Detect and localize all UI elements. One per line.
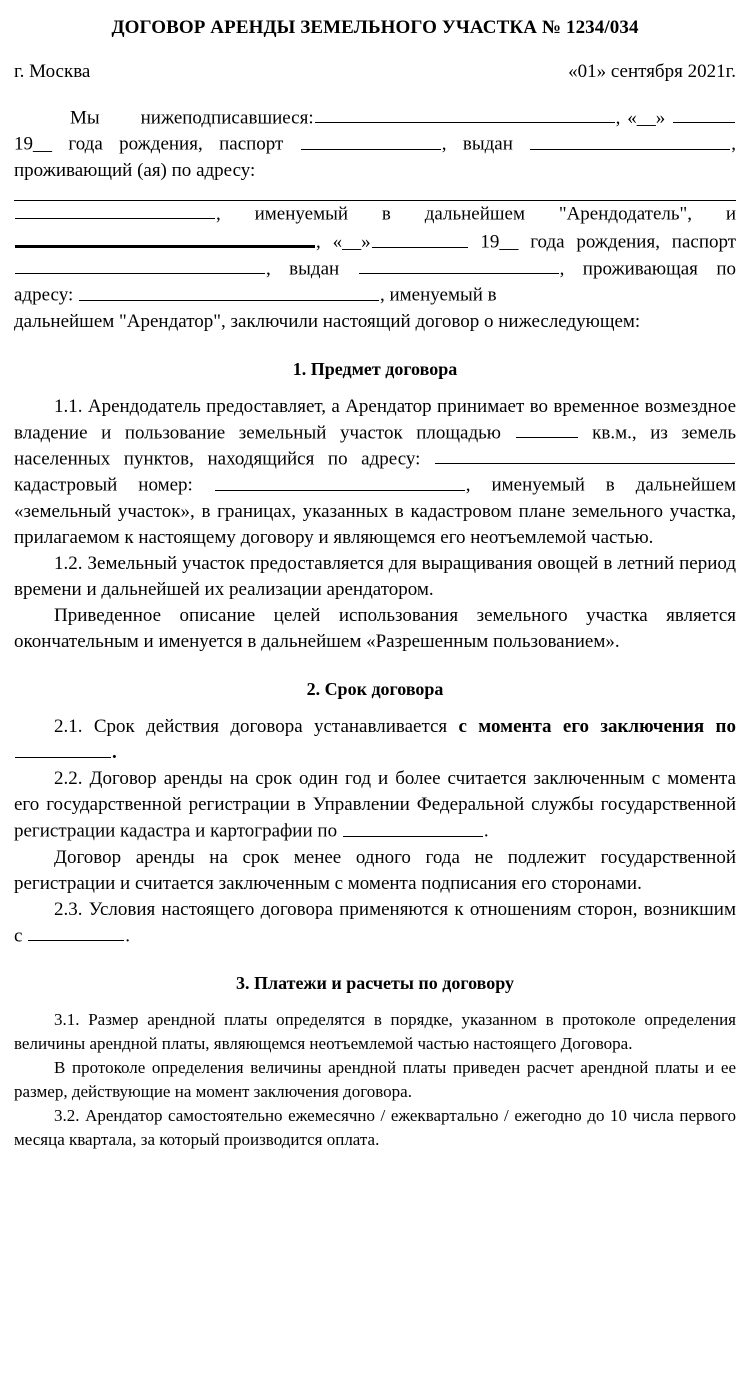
preamble-in-word-2: в [487,284,497,306]
preamble-address-line [14,184,736,201]
preamble-birth-word-2: рождения, [576,231,660,253]
preamble-comma-6: , [379,284,385,306]
preamble-year-prefix: 19__ [14,133,52,155]
clause-2-1-bold-text: с момента его заключения по [458,715,736,737]
blank-party2-passport[interactable] [15,256,265,274]
preamble-comma-5: , [559,258,565,280]
clause-1-1-text-c: кадастровый номер: [14,474,193,496]
preamble-named-word-2: именуемый [389,284,483,306]
blank-party1-passport[interactable] [301,131,441,149]
section-2-heading: 2. Срок договора [306,678,444,699]
clause-1-3-permitted-use: Приведенное описание целей использования земельного участка является окончательным и именуется в дальнейшем «Разрешенным пользованием». [14,604,736,652]
preamble-text-undersigned: нижеподписавшиеся: [140,107,314,129]
clause-1-1-text-d: , именуемый в дальнейшем «земельный участок», в границах, указанных в кадастровом плане земельного участка, прилагаемом к настоящему договору и являющемся его неотъемлемой частью. [14,474,736,548]
clause-2-2 [14,766,736,844]
preamble-year-word-2: года [530,231,565,253]
preamble-year-prefix-2: 19__ [480,231,519,253]
preamble-at-word: по [171,159,192,181]
place-of-signing: г. Москва [14,60,91,82]
preamble-closing-line: дальнейшем "Арендатор", заключили настоящий договор о нижеследующем: [14,310,641,332]
clause-1-1-text-a: 1.1. Арендодатель предоставляет, а Арендатор принимает во временное возмездное владение и пользование земельный участок площадью [14,395,736,443]
preamble-at-word-2: по [716,258,737,280]
preamble-issued-by: , выдан [441,133,513,155]
date-of-signing: «01» сентября 2021г. [568,60,736,82]
clause-2-1-period: . [112,742,117,764]
blank-plot-area[interactable] [516,420,578,438]
blank-party2-name[interactable] [15,227,315,247]
clause-2-2-second-paragraph: Договор аренды на срок менее одного года не подлежит государственной регистрации и считается заключенным с момента подписания его сторонами. [14,846,736,894]
blank-term-end-date[interactable] [15,740,111,758]
section-1-heading: 1. Предмет договора [292,358,458,379]
preamble-issued-word-2: выдан [289,258,340,280]
blank-plot-address[interactable] [435,446,735,464]
preamble-residing-word: проживающий [14,159,133,181]
blank-party2-passport-issuer[interactable] [359,256,559,274]
clause-2-2-period: . [483,820,489,842]
clause-1-1 [14,394,736,551]
page-title: ДОГОВОР АРЕНДЫ ЗЕМЕЛЬНОГО УЧАСТКА № 1234/034 [111,17,639,38]
blank-party2-address[interactable] [79,282,379,300]
blank-relations-start-date[interactable] [28,923,124,941]
preamble-passport-word-2: паспорт [671,231,737,253]
preamble-year-word: года [68,133,103,155]
preamble-comma-2: , [216,203,221,225]
preamble-text-we: Мы [70,107,100,129]
preamble-in-word: в [381,203,391,225]
blank-party1-passport-issuer[interactable] [530,131,730,149]
preamble-residing-fem-word: проживающая [582,258,698,280]
preamble-passport-word: паспорт [219,133,284,155]
preamble-named-word: именуемый [254,203,349,225]
clause-2-2-text: 2.2. Договор аренды на срок один год и более считается заключенным с момента его государственной регистрации в Управлении Федеральной службы государственной регистрации кадастра и картографии по [14,768,736,842]
preamble-paragraph: Мы нижеподписавшиеся: , «__» 19__ года рождения, паспорт , выдан , проживающий (ая) по адресу: [14,105,736,184]
clause-2-1-text-a: 2.1. Срок действия договора устанавливается [54,715,448,737]
preamble-paragraph-2 [14,201,736,309]
preamble-lessor-label: "Арендодатель", [558,203,693,225]
preamble-comma-1: , [731,133,736,155]
preamble-address-word: адресу: [196,159,256,181]
blank-party1-address-cont[interactable] [15,201,215,219]
blank-party1-name[interactable] [315,105,615,123]
section-3-heading: 3. Платежи и расчеты по договору [235,973,515,994]
place-date-row [14,61,736,83]
clause-2-3-text: 2.3. Условия настоящего договора применяются к отношениям сторон, возникшим с [14,898,736,947]
preamble-birth-quote-open-2: «__» [332,231,371,253]
preamble-and-word: и [725,203,737,225]
preamble-birth-word: рождения, [119,133,203,155]
preamble-birth-quote-open: «__» [627,107,666,129]
blank-registration-authority-region[interactable] [343,818,483,836]
clause-1-1-text-b: кв.м., из земель населенных пунктов, находящийся по адресу: [14,422,736,470]
clause-2-3-period: . [125,925,130,947]
clause-3-1-second-paragraph: В протоколе определения величины арендной платы приведен расчет арендной платы и ее размер, действующие на момент заключения договора. [14,1057,736,1101]
blank-cadastral-number[interactable] [215,472,465,490]
blank-party2-birth-month[interactable] [372,229,468,247]
document-page [0,18,750,1386]
blank-party1-birth-month[interactable] [673,105,735,123]
preamble-comma-3: , [316,231,321,253]
clause-3-1: 3.1. Размер арендной платы определятся в порядке, указанном в протоколе определения величины арендной платы, являющемся неотъемлемой частью настоящего Договора. [14,1009,736,1053]
preamble-comma-4: , [266,258,271,280]
blank-party1-address[interactable] [14,184,736,201]
preamble-residing-fem-suffix: (ая) [137,159,167,181]
preamble-address-word-2: адресу: [14,284,74,306]
clause-1-2: 1.2. Земельный участок предоставляется для выращивания овощей в летний период времени и дальнейшей их реализации арендатором. [14,552,736,600]
preamble-hereinafter-word: дальнейшем [424,203,525,225]
clause-2-3 [14,897,736,949]
clause-2-1 [14,714,736,766]
clause-3-2: 3.2. Арендатор самостоятельно ежемесячно / ежеквартально / ежегодно до 10 числа первого месяца квартала, за который производится оплата. [14,1105,736,1149]
